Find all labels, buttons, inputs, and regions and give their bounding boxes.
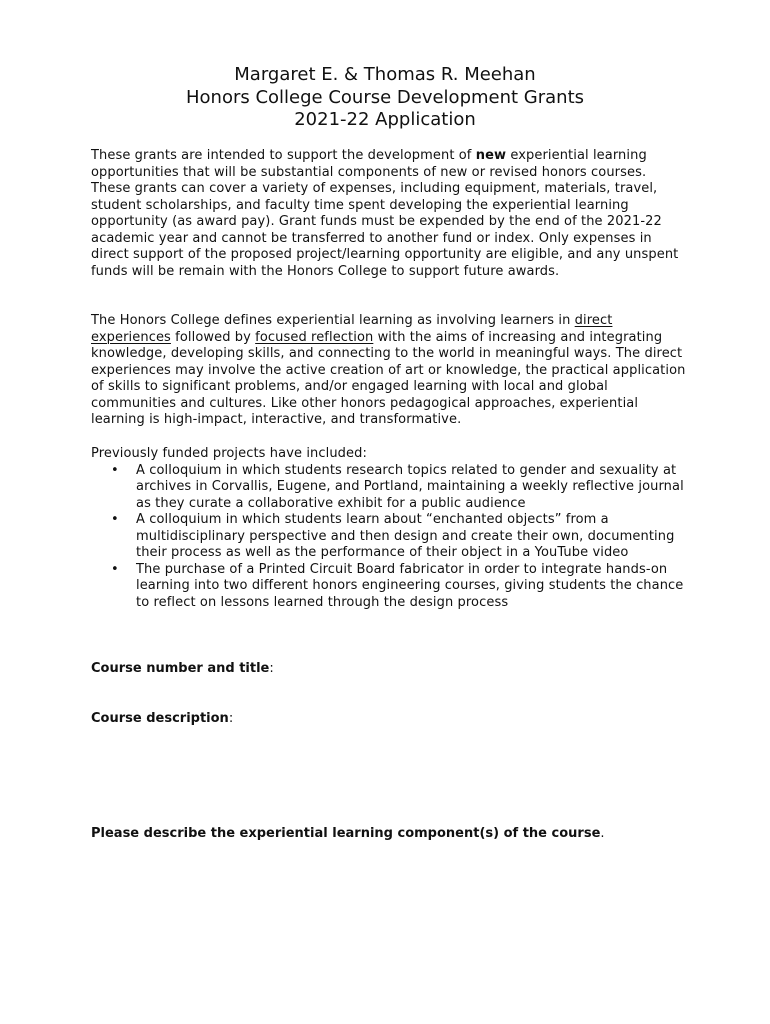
bullet-icon: • <box>111 561 119 577</box>
definition-text-1: The Honors College defines experiential learning as involving learners in <box>91 313 575 328</box>
list-item <box>91 463 686 513</box>
definition-text-3: with the aims of increasing and integrating knowledge, developing skills, and connecting to the world in meaningful ways. The direct experiences may involve the active creation of art or knowledge, the practical application of skills to significant problems, and/or engaged learning with local and global communities and cultures. Like other honors pedagogical approaches, experiential learning is high-impact, interactive, and transformative. <box>91 329 686 427</box>
focused-reflection-underlined: focused reflection <box>255 329 374 345</box>
definition-text-2: followed by <box>170 329 256 345</box>
intro-text-start: These grants are intended to support the development of <box>91 148 476 163</box>
direct-experiences-underlined: direct experiences <box>91 313 613 345</box>
intro-text-rest: experiential learning opportunities that will be substantial components of new or revised honors courses. These grants can cover a variety of expenses, including equipment, materials, travel, student scholarships, and faculty time spent developing the experiential learning opportunity (as award pay). Grant funds must be expended by the end of the 2021-22 academic year and cannot be transferred to another fund or index. Only expenses in direct support of the proposed project/learning opportunity are eligible, and any unspent funds will be remain with the Honors College to support future awards. <box>91 148 679 279</box>
course-description-colon: : <box>228 711 234 726</box>
course-number-field <box>91 661 274 678</box>
projects-list <box>91 463 686 612</box>
title-line-2: Honors College Course Development Grants <box>185 86 585 108</box>
list-item <box>91 512 686 562</box>
list-item-text: The purchase of a Printed Circuit Board fabricator in order to integrate hands-on learning into two different honors engineering courses, giving students the chance to reflect on lessons learned through the design process <box>136 561 684 610</box>
experiential-component-period: . <box>600 826 605 841</box>
list-item-text: A colloquium in which students learn about “enchanted objects” from a multidisciplinary perspective and then design and create their own, documenting their process as well as the performance of their object in a YouTube video <box>136 512 675 560</box>
title-line-3: 2021-22 Application <box>294 109 476 130</box>
list-item-text: A colloquium in which students research topics related to gender and sexuality at archives in Corvallis, Eugene, and Portland, maintaining a weekly reflective journal as they curate a collaborative exhibit for a public audience <box>136 462 684 511</box>
definition-paragraph <box>91 313 686 429</box>
intro-bold-new: new <box>475 148 507 163</box>
document-title <box>0 64 770 132</box>
projects-heading: Previously funded projects have included: <box>91 446 367 461</box>
experiential-component-label: Please describe the experiential learning component(s) of the course <box>91 826 601 841</box>
projects-section <box>91 446 686 611</box>
bullet-icon: • <box>111 512 119 527</box>
course-number-label: Course number and title <box>91 661 270 676</box>
intro-paragraph <box>91 148 686 280</box>
course-number-colon: : <box>269 661 274 676</box>
title-line-1: Margaret E. & Thomas R. Meehan <box>234 64 536 85</box>
course-description-field <box>91 711 233 728</box>
course-description-label: Course description <box>91 711 229 726</box>
list-item <box>91 562 686 612</box>
experiential-component-field <box>91 826 605 843</box>
bullet-icon: • <box>111 462 119 478</box>
